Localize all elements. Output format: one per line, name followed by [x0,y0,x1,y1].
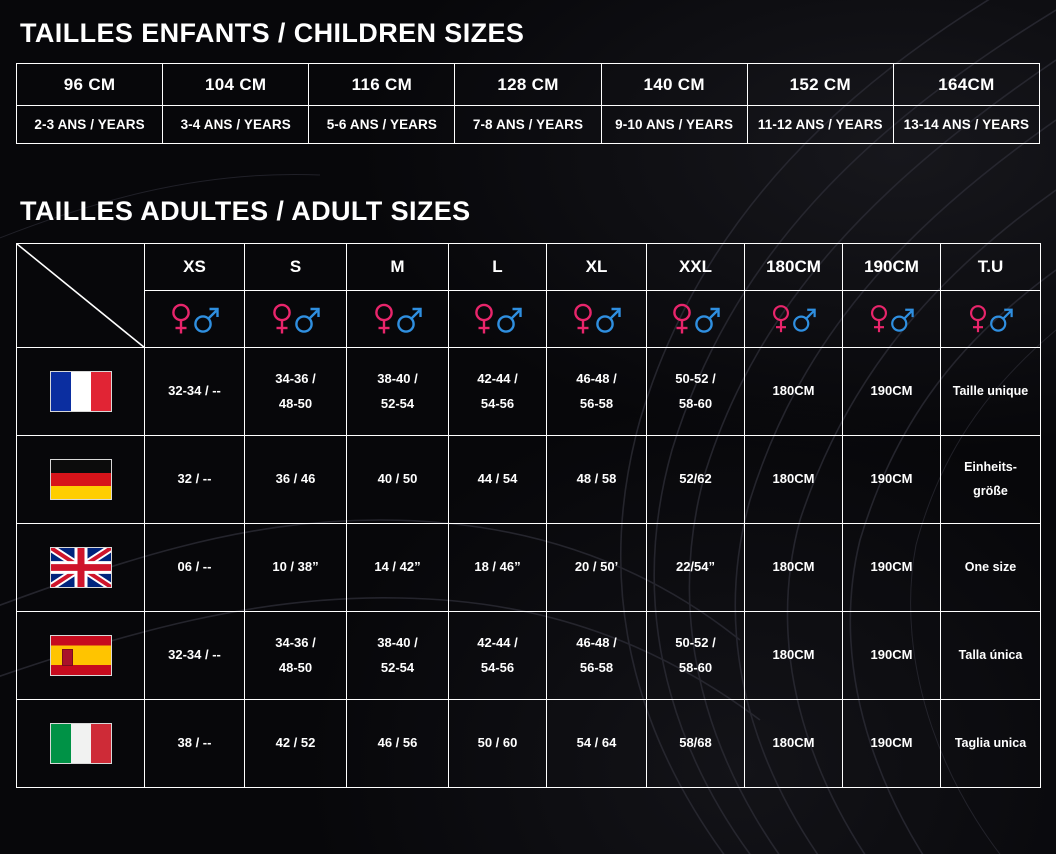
male-icon [193,302,219,336]
male-icon [792,303,816,335]
female-icon [771,303,791,335]
female-icon [473,302,495,336]
size-cell-one-size: Talla única [941,612,1041,700]
size-cell: 190CM [843,700,941,788]
children-age-cell: 13-14 ANS / YEARS [893,106,1039,144]
children-ages-row [17,106,1040,144]
size-cell: 48 / 58 [547,436,647,524]
table-row [17,612,1041,700]
adult-size-header: M [347,244,449,291]
diagonal-line-icon [17,244,144,347]
size-cell: 180CM [745,348,843,436]
female-icon [170,302,192,336]
female-icon [572,302,594,336]
children-section-title: TAILLES ENFANTS / CHILDREN SIZES [20,18,525,48]
size-cell: 14 / 42” [347,524,449,612]
size-cell: 54 / 64 [547,700,647,788]
size-cell: 06 / -- [145,524,245,612]
female-icon [968,303,988,335]
size-cell-one-size: Taglia unica [941,700,1041,788]
size-cell: 190CM [843,612,941,700]
size-cell: 34-36 / 48-50 [245,348,347,436]
adult-size-header: L [449,244,547,291]
size-cell: 10 / 38” [245,524,347,612]
adult-size-header: T.U [941,244,1041,291]
table-row [17,436,1041,524]
gender-icons-cell [449,291,547,348]
size-cell: 58/68 [647,700,745,788]
size-cell: 20 / 50’ [547,524,647,612]
flag-united-kingdom-icon [50,547,112,588]
size-cell: 190CM [843,524,941,612]
size-cell: 190CM [843,348,941,436]
children-size-cell: 140 CM [601,64,747,106]
size-cell-one-size: One size [941,524,1041,612]
adult-header-row [17,244,1041,291]
children-age-cell: 3-4 ANS / YEARS [163,106,309,144]
children-sizes-table [16,63,1040,144]
female-icon [869,303,889,335]
male-icon [890,303,914,335]
table-row [17,700,1041,788]
gender-icons-cell [745,291,843,348]
size-cell: 46-48 / 56-58 [547,612,647,700]
size-cell: 32 / -- [145,436,245,524]
adults-section-title: TAILLES ADULTES / ADULT SIZES [20,196,471,226]
adult-size-header: XL [547,244,647,291]
children-size-cell: 104 CM [163,64,309,106]
children-sizes-row [17,64,1040,106]
size-cell: 42 / 52 [245,700,347,788]
gender-icons-cell [843,291,941,348]
size-cell: 40 / 50 [347,436,449,524]
children-age-cell: 5-6 ANS / YEARS [309,106,455,144]
adult-size-header: XS [145,244,245,291]
size-cell: 36 / 46 [245,436,347,524]
country-flag-cell [17,436,145,524]
size-cell: 42-44 / 54-56 [449,612,547,700]
size-cell: 32-34 / -- [145,348,245,436]
female-icon [671,302,693,336]
size-cell: 52/62 [647,436,745,524]
size-cell: 18 / 46” [449,524,547,612]
size-cell: 38-40 / 52-54 [347,612,449,700]
male-icon [294,302,320,336]
children-age-cell: 7-8 ANS / YEARS [455,106,601,144]
children-size-cell: 96 CM [17,64,163,106]
flag-germany-icon [50,459,112,500]
female-icon [271,302,293,336]
size-cell: 34-36 / 48-50 [245,612,347,700]
gender-icons-cell [245,291,347,348]
children-size-cell: 164CM [893,64,1039,106]
male-icon [496,302,522,336]
flag-france-icon [50,371,112,412]
size-cell: 46-48 / 56-58 [547,348,647,436]
male-icon [694,302,720,336]
children-size-cell: 152 CM [747,64,893,106]
size-cell: 32-34 / -- [145,612,245,700]
gender-icons-cell [145,291,245,348]
children-age-cell: 2-3 ANS / YEARS [17,106,163,144]
children-size-cell: 116 CM [309,64,455,106]
size-cell: 180CM [745,524,843,612]
adult-sizes-table [16,243,1041,788]
adult-size-header: S [245,244,347,291]
male-icon [989,303,1013,335]
size-cell: 190CM [843,436,941,524]
country-flag-cell [17,700,145,788]
size-cell: 38 / -- [145,700,245,788]
gender-icons-cell [941,291,1041,348]
children-size-cell: 128 CM [455,64,601,106]
size-cell: 50-52 / 58-60 [647,612,745,700]
size-cell: 180CM [745,700,843,788]
table-row [17,524,1041,612]
children-age-cell: 9-10 ANS / YEARS [601,106,747,144]
size-cell: 44 / 54 [449,436,547,524]
country-flag-cell [17,524,145,612]
flag-spain-icon [50,635,112,676]
size-cell-one-size: Taille unique [941,348,1041,436]
children-age-cell: 11-12 ANS / YEARS [747,106,893,144]
gender-icons-cell [547,291,647,348]
country-flag-cell [17,348,145,436]
size-cell: 46 / 56 [347,700,449,788]
size-cell: 38-40 / 52-54 [347,348,449,436]
female-icon [373,302,395,336]
table-row [17,348,1041,436]
size-cell: 50-52 / 58-60 [647,348,745,436]
adult-size-header: XXL [647,244,745,291]
male-icon [595,302,621,336]
size-cell: 180CM [745,612,843,700]
country-flag-cell [17,612,145,700]
adult-size-header: 190CM [843,244,941,291]
size-cell: 180CM [745,436,843,524]
male-icon [396,302,422,336]
adult-size-header: 180CM [745,244,843,291]
size-cell-one-size: Einheits- größe [941,436,1041,524]
size-cell: 22/54” [647,524,745,612]
gender-icons-cell [347,291,449,348]
size-cell: 42-44 / 54-56 [449,348,547,436]
size-cell: 50 / 60 [449,700,547,788]
flag-italy-icon [50,723,112,764]
gender-icons-cell [647,291,745,348]
gender-icons-row [17,291,1041,348]
diagonal-corner-cell [17,244,145,348]
